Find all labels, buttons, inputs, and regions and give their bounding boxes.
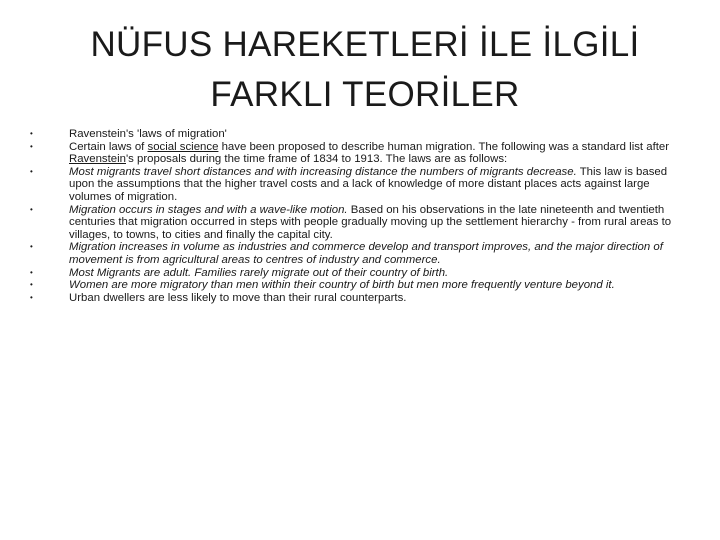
social-science-link[interactable]: social science	[147, 140, 219, 153]
law-adults-families: Families rarely migrate out of their country of birth.	[191, 266, 449, 279]
bullet-item-urban	[30, 292, 690, 305]
intro-text-b: have been proposed to describe human migration. The following was a standard list after	[218, 140, 670, 153]
bullet-item-intro	[30, 141, 690, 166]
bullet-dot-icon: •	[30, 129, 33, 138]
bullet-item-volume	[30, 241, 690, 266]
bullet-dot-icon: •	[30, 267, 33, 277]
laws-heading-text: Ravenstein's 'laws of migration'	[69, 128, 227, 140]
law-stages: Migration occurs in stages and with a wave-like motion.	[69, 203, 348, 216]
law-urban: Urban dwellers are less likely to move than their rural counterparts.	[69, 291, 407, 304]
bullet-dot-icon: •	[30, 292, 33, 302]
bullet-dot-icon: •	[30, 242, 33, 252]
bullet-dot-icon: •	[30, 141, 33, 151]
bullet-list	[30, 128, 690, 304]
intro-text-c: 's proposals during the time frame of 1834 to 1913. The laws are as follows:	[126, 153, 508, 166]
bullet-dot-icon: •	[30, 280, 33, 290]
law-stages-explanation: Based on his observations in the late nineteenth and twentieth centuries that migration occurred in steps with people gradually moving up the settlement hierarchy - from rural areas to villages, to towns, to cities and finally the capital city.	[69, 203, 672, 241]
law-volume: Migration increases in volume as industries and commerce develop and transport improves, and the major direction of movement is from agricultural areas to centres of industry and commerce.	[69, 241, 663, 266]
bullet-item-women	[30, 279, 690, 292]
law-adults: Most Migrants are adult.	[69, 266, 192, 279]
intro-text-a: Certain laws of	[69, 140, 148, 153]
ravenstein-link[interactable]: Ravenstein	[69, 153, 126, 166]
law-women: Women are more migratory than men within their country of birth but men more frequently venture beyond it.	[69, 279, 615, 292]
bullet-item-short-distances	[30, 166, 690, 204]
bullet-dot-icon: •	[30, 166, 33, 176]
bullet-item-laws-heading	[30, 128, 690, 141]
slide-title: NÜFUS HAREKETLERİ İLE İLGİLİ FARKLI TEORİLER	[90, 25, 640, 114]
bullet-dot-icon: •	[30, 204, 33, 214]
law-short-distances-explanation: This law is based upon the assumptions that the higher travel costs and a lack of knowledge of more distant places acts against large volumes of migration.	[69, 165, 668, 203]
bullet-item-stages	[30, 204, 690, 242]
law-short-distances: Most migrants travel short distances and with increasing distance the numbers of migrants decrease.	[69, 165, 577, 178]
bullet-item-adults	[30, 267, 690, 280]
